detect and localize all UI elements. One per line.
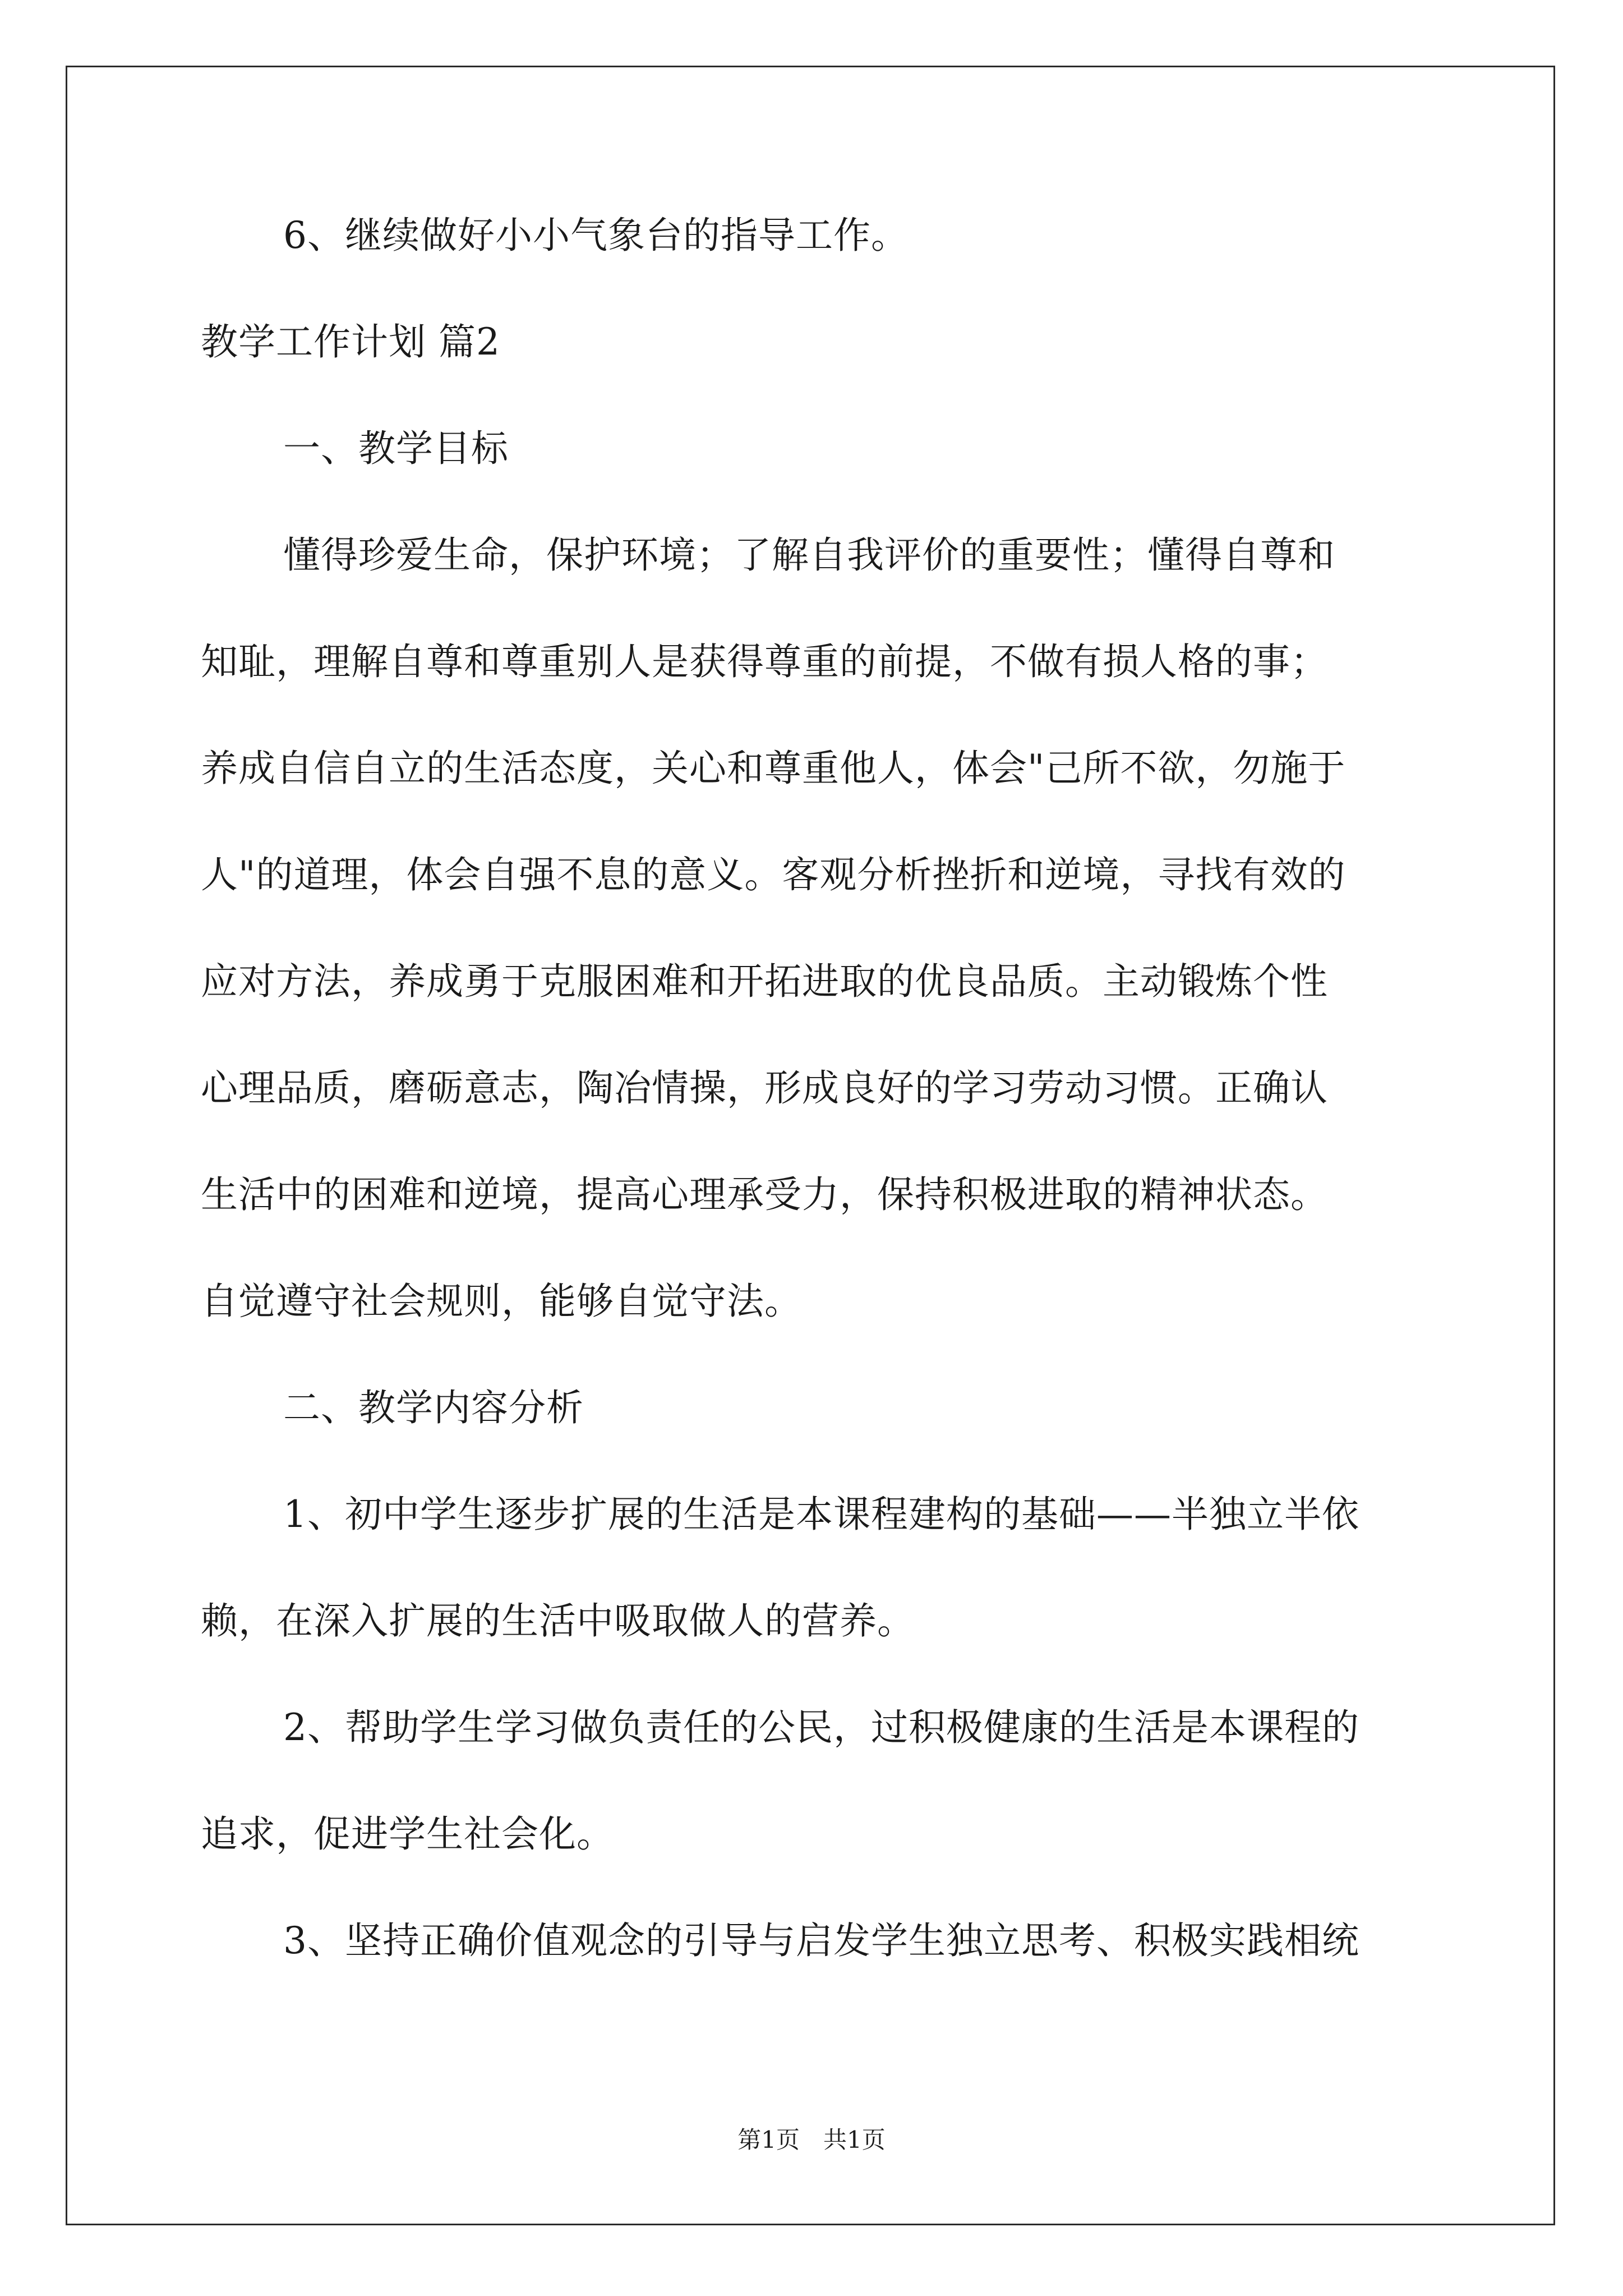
paragraph-line: 人"的道理，体会自强不息的意义。客观分析挫折和逆境，寻找有效的 [201,853,1346,896]
paragraph-line: 2、帮助学生学习做负责任的公民，过积极健康的生活是本课程的 [283,1706,1359,1749]
paragraph-line: 生活中的困难和逆境，提高心理承受力，保持积极进取的精神状态。 [201,1173,1328,1216]
paragraph-line: 应对方法，养成勇于克服困难和开拓进取的优良品质。主动锻炼个性 [201,960,1328,1003]
paragraph-line: 自觉遵守社会规则，能够自觉守法。 [201,1280,802,1323]
paragraph-line: 1、初中学生逐步扩展的生活是本课程建构的基础——半独立半依 [283,1493,1359,1536]
paragraph-line: 养成自信自立的生活态度，关心和尊重他人，体会"己所不欲，勿施于 [201,747,1346,790]
heading-teaching-goals: 一、教学目标 [283,427,509,470]
page-footer: 第1页 共1页 [737,2126,886,2154]
paragraph-line: 知耻，理解自尊和尊重别人是获得尊重的前提，不做有损人格的事； [201,640,1328,683]
paragraph-line: 心理品质，磨砺意志，陶冶情操，形成良好的学习劳动习惯。正确认 [201,1066,1328,1110]
paragraph-line: 追求，促进学生社会化。 [201,1812,614,1856]
paragraph-line: 3、坚持正确价值观念的引导与启发学生独立思考、积极实践相统 [283,1919,1359,1962]
paragraph-line: 6、继续做好小小气象台的指导工作。 [283,214,909,257]
heading-content-analysis: 二、教学内容分析 [283,1386,584,1429]
page-border [66,66,1555,2225]
paragraph-line: 懂得珍爱生命，保护环境；了解自我评价的重要性；懂得自尊和 [283,533,1335,577]
paragraph-line: 赖，在深入扩展的生活中吸取做人的营养。 [201,1599,915,1642]
section-title: 教学工作计划 篇2 [201,320,500,364]
